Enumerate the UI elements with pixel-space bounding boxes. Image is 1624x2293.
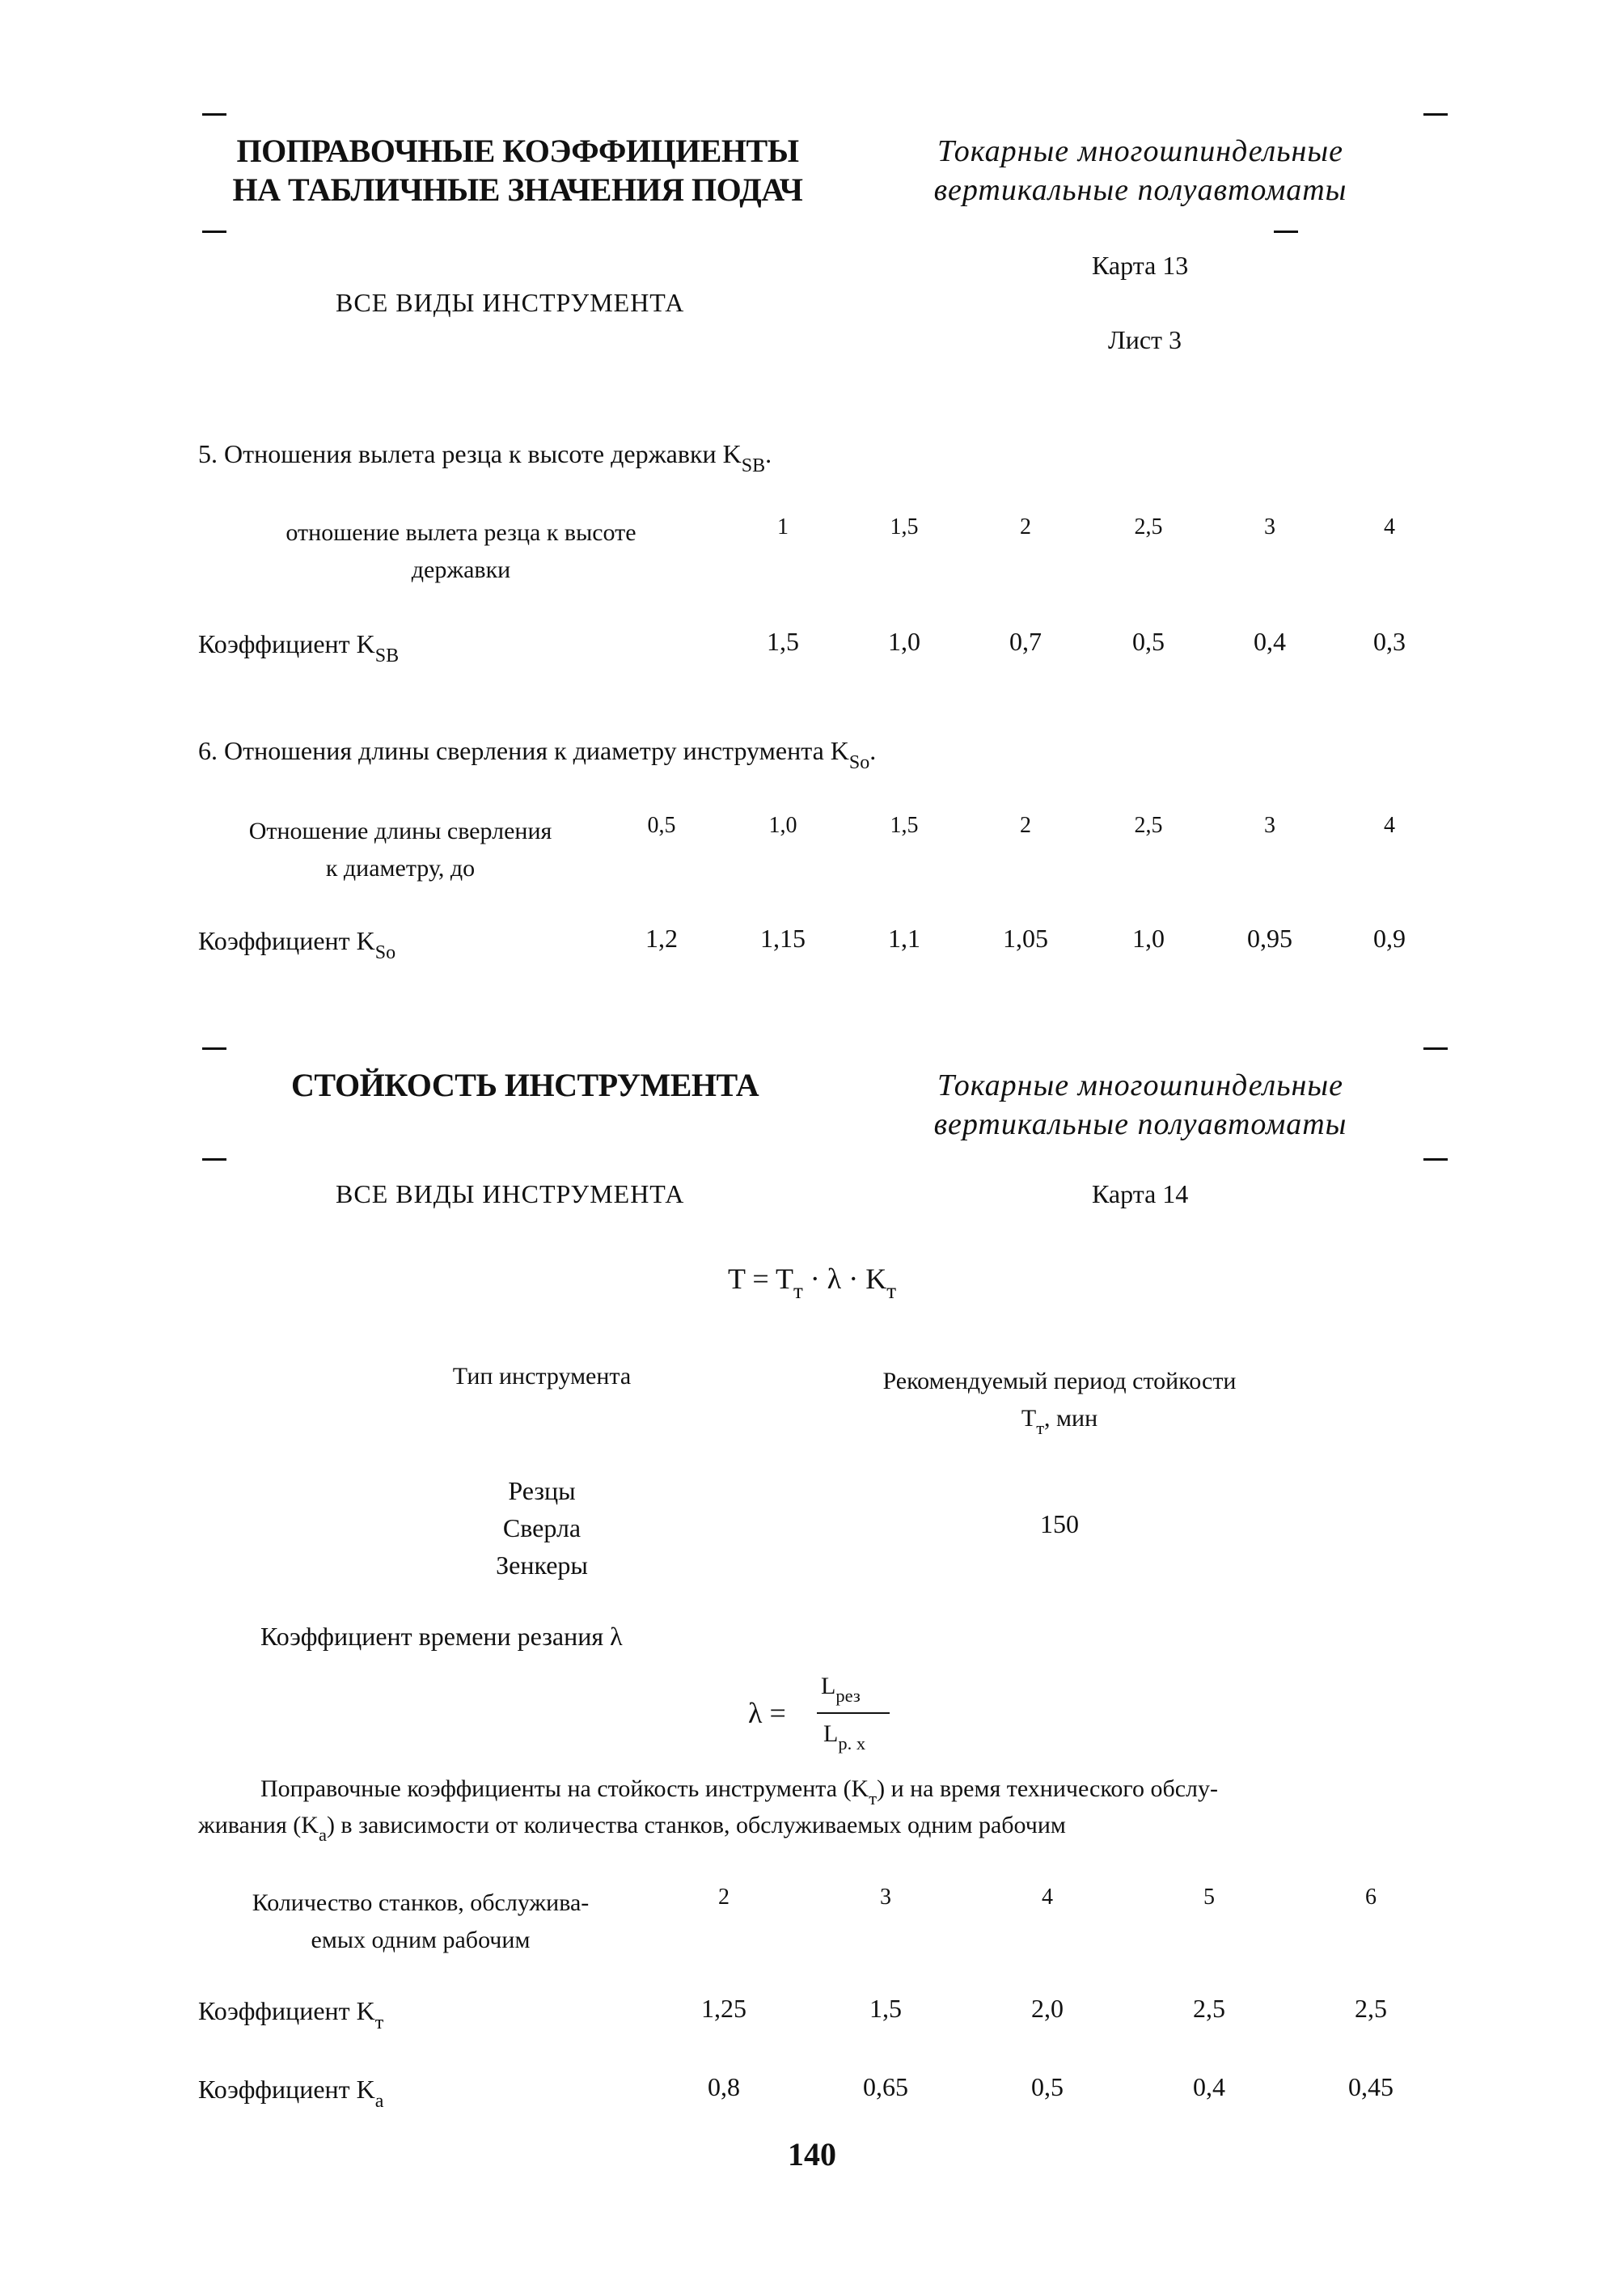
- ratio-cell: 2,5: [1134, 813, 1163, 838]
- ratio-cell: 1,5: [890, 813, 919, 838]
- machines-label: Количество станков, обслужива- емых одним рабочим: [252, 1889, 590, 1953]
- ka-cell: 0,5: [1031, 2072, 1064, 2101]
- lambda-numerator: $L_{рез}$: [821, 1673, 861, 1707]
- corner-mark: [202, 1047, 226, 1050]
- machine-count-cell: 3: [880, 1885, 891, 1910]
- corner-mark: [202, 113, 226, 116]
- ratio-cell: 4: [1384, 813, 1395, 838]
- kt-cell: 1,25: [701, 1994, 746, 2023]
- card13-machine-type: Токарные многошпиндельные вертикальные полуавтоматы: [933, 134, 1347, 207]
- ka-cell: 0,65: [863, 2072, 908, 2101]
- kt-cell: 2,0: [1031, 1994, 1064, 2023]
- card13-card-label: Карта 13: [1092, 251, 1189, 280]
- note-line-1: Поправочные коэффициенты на стойкость инструмента $(K_т)$ и на время технического обслу-: [260, 1775, 1219, 1809]
- coef-cell: 1,2: [645, 924, 678, 953]
- corner-mark: [202, 231, 226, 233]
- ratio-cell: 4: [1384, 514, 1395, 539]
- corner-mark: [1423, 1158, 1448, 1161]
- coef-cell: 0,95: [1247, 924, 1292, 953]
- coef-cell: 1,5: [767, 627, 799, 656]
- fraction-bar: [817, 1712, 890, 1714]
- coef-cell: 1,05: [1003, 924, 1048, 953]
- ka-cell: 0,8: [708, 2072, 740, 2101]
- tools-list: [461, 1472, 623, 1584]
- coef-cell: 1,1: [888, 924, 920, 953]
- corner-mark: [202, 1158, 226, 1161]
- section5-coef-label: Коэффициент $K_{SB}$: [198, 629, 400, 666]
- card13-title: ПОПРАВОЧНЫЕ КОЭФФИЦИЕНТЫ НА ТАБЛИЧНЫЕ ЗНАЧЕНИЯ ПОДАЧ: [232, 133, 803, 208]
- tool-item: Резцы: [508, 1476, 576, 1505]
- ratio-cell: 1,5: [890, 514, 919, 539]
- ka-label: Коэффициент $K_a$: [198, 2075, 384, 2112]
- ratio-cell: 2: [1020, 514, 1031, 539]
- ka-cell: 0,4: [1193, 2072, 1225, 2101]
- tool-item: Сверла: [502, 1513, 582, 1542]
- corner-mark: [1423, 113, 1448, 116]
- section5-heading: 5. Отношения вылета резца к высоте державки $K_{SB}$.: [198, 439, 772, 476]
- page-number: 140: [788, 2136, 836, 2172]
- period-value: 150: [1040, 1509, 1079, 1538]
- card14-card-label: Карта 14: [1092, 1179, 1189, 1208]
- kt-cell: 1,5: [869, 1994, 902, 2023]
- section6-row-label: Отношение длины сверления к диаметру, до: [248, 818, 552, 882]
- kt-label: Коэффициент $K_т$: [198, 1996, 384, 2033]
- lambda-denominator: $L_{р. х}$: [823, 1720, 866, 1754]
- coef-cell: 1,15: [760, 924, 806, 953]
- corner-mark: [1423, 1047, 1448, 1050]
- ratio-cell: 2: [1020, 813, 1031, 838]
- machine-count-cell: 4: [1042, 1885, 1053, 1910]
- card14-machine-type: Токарные многошпиндельные вертикальные полуавтоматы: [933, 1068, 1347, 1141]
- ratio-cell: 3: [1264, 813, 1275, 838]
- card13-sheet-label: Лист 3: [1108, 325, 1182, 354]
- tool-life-formula: $T = T_т \cdot \lambda \cdot K_т$: [728, 1263, 897, 1304]
- section5-row-label: отношение вылета резца к высоте державки: [285, 519, 636, 583]
- ratio-cell: 0,5: [647, 813, 676, 838]
- coef-cell: 1,0: [1132, 924, 1165, 953]
- kt-cell: 2,5: [1355, 1994, 1387, 2023]
- coef-cell: 0,7: [1009, 627, 1042, 656]
- coef-cell: 0,9: [1373, 924, 1406, 953]
- ratio-cell: 1: [777, 514, 789, 539]
- ka-cell: 0,45: [1348, 2072, 1394, 2101]
- coef-cell: 1,0: [888, 627, 920, 656]
- section6-heading: 6. Отношения длины сверления к диаметру инструмента $K_{So}$.: [198, 736, 877, 773]
- card14-tool-types: ВСЕ ВИДЫ ИНСТРУМЕНТА: [336, 1179, 685, 1208]
- tool-item: Зенкеры: [496, 1551, 588, 1580]
- coef-cell: 0,5: [1132, 627, 1165, 656]
- col-period: Рекомендуемый период стойкости $T_т$, мин: [882, 1368, 1237, 1439]
- col-tool-type: Тип инструмента: [452, 1363, 632, 1390]
- lambda-label: Коэффициент времени резания λ: [260, 1622, 623, 1651]
- machine-count-cell: 5: [1203, 1885, 1215, 1910]
- machine-count-cell: 2: [718, 1885, 730, 1910]
- lambda-lhs: λ =: [748, 1697, 786, 1729]
- section6-coef-label: Коэффициент $K_{So}$: [198, 926, 396, 963]
- machine-count-cell: 6: [1365, 1885, 1377, 1910]
- coef-cell: 0,3: [1373, 627, 1406, 656]
- coef-cell: 0,4: [1254, 627, 1286, 656]
- ratio-cell: 1,0: [768, 813, 797, 838]
- card13-tool-types: ВСЕ ВИДЫ ИНСТРУМЕНТА: [336, 288, 685, 317]
- kt-cell: 2,5: [1193, 1994, 1225, 2023]
- corner-mark: [1274, 231, 1298, 233]
- ratio-cell: 3: [1264, 514, 1275, 539]
- ratio-cell: 2,5: [1134, 514, 1163, 539]
- card14-title: СТОЙКОСТЬ ИНСТРУМЕНТА: [291, 1067, 759, 1103]
- note-line-2: живания $(K_a)$ в зависимости от количества станков, обслуживаемых одним рабочим: [198, 1812, 1066, 1846]
